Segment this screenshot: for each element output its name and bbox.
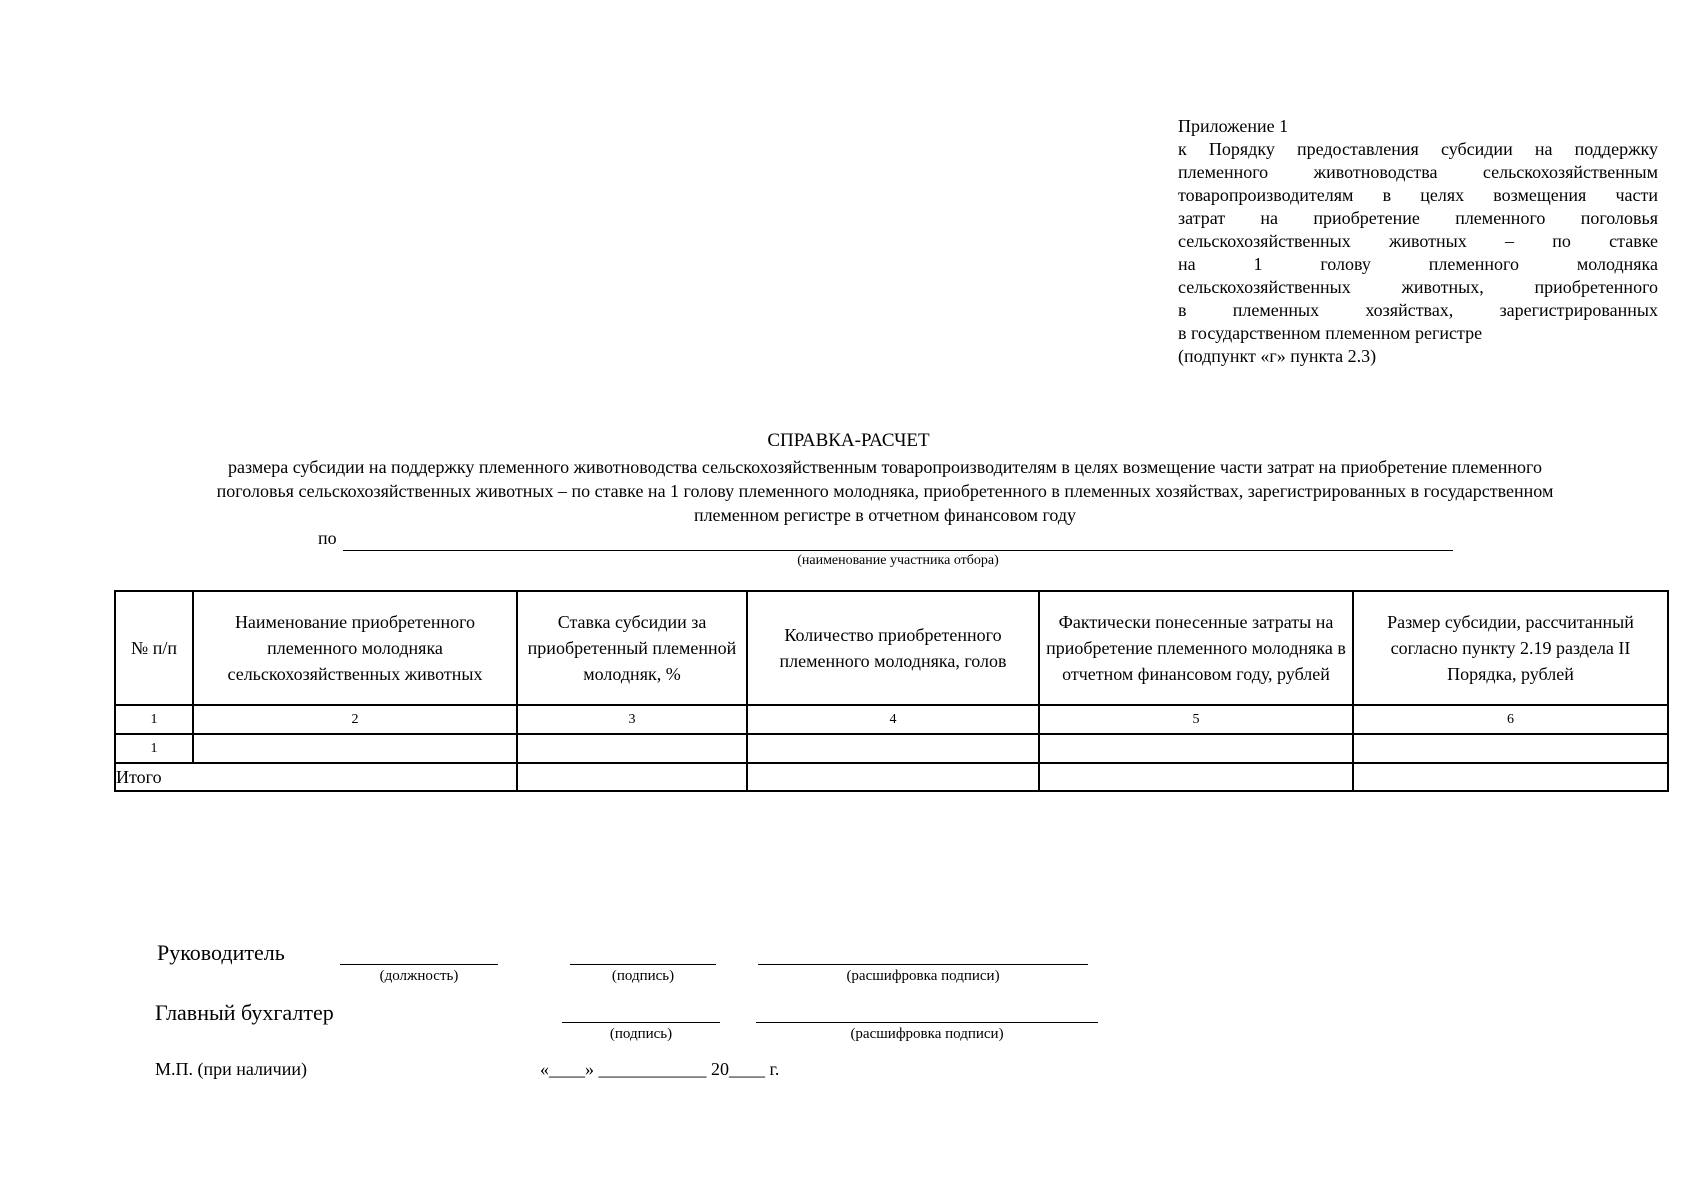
head-label: Руководитель <box>157 940 285 965</box>
appendix-line: в государственном племенном регистре <box>1178 323 1483 343</box>
subtitle-line: племенном регистре в отчетном финансовом году <box>693 505 1077 525</box>
head-position-field[interactable] <box>340 964 498 965</box>
total-cell[interactable] <box>1353 763 1668 791</box>
total-cell[interactable] <box>747 763 1039 791</box>
header-cell: Размер субсидии, рассчитанный согласно пункту 2.19 раздела II Порядка, рублей <box>1353 591 1668 705</box>
signature-caption: (подпись) <box>609 1026 673 1042</box>
participant-name-field[interactable] <box>343 550 1453 551</box>
total-label: Итого <box>115 763 517 791</box>
appendix-line: сельскохозяйственных животных – по ставке <box>1178 231 1658 251</box>
column-number: 3 <box>517 705 747 734</box>
po-label: по <box>318 528 337 548</box>
total-row <box>115 763 1668 791</box>
appendix-line: товаропроизводителям в целях возмещения части <box>1178 185 1658 205</box>
column-number: 5 <box>1039 705 1353 734</box>
appendix-line: в племенных хозяйствах, зарегистрированных <box>1178 300 1658 320</box>
subtitle-line: размера субсидии на поддержку племенного животноводства сельскохозяйственным товаропроизводителям в целях возмещение части затрат на приобретение племенного <box>228 457 1542 477</box>
table-cell[interactable] <box>1353 734 1668 763</box>
header-cell: Ставка субсидии за приобретенный племенной молодняк, % <box>517 591 747 705</box>
column-number: 6 <box>1353 705 1668 734</box>
participant-name-caption: (наименование участника отбора) <box>797 553 999 568</box>
column-number-row <box>115 705 1668 734</box>
appendix-line: к Порядку предоставления субсидии на поддержку <box>1178 139 1658 159</box>
table-row <box>115 734 1668 763</box>
column-number: 2 <box>193 705 517 734</box>
calculation-table <box>114 590 1669 792</box>
appendix-title: Приложение 1 <box>1178 116 1289 136</box>
head-signature-field[interactable] <box>570 964 716 965</box>
table-cell[interactable] <box>747 734 1039 763</box>
appendix-note: (подпункт «г» пункта 2.3) <box>1178 346 1377 366</box>
header-cell: № п/п <box>115 591 193 705</box>
total-cell[interactable] <box>517 763 747 791</box>
document-subtitle <box>120 455 1650 527</box>
column-number: 4 <box>747 705 1039 734</box>
position-caption: (должность) <box>379 968 459 984</box>
decode-caption: (расшифровка подписи) <box>846 968 1000 984</box>
accountant-decode-field[interactable] <box>756 1022 1098 1023</box>
accountant-signature-field[interactable] <box>562 1022 720 1023</box>
table-cell[interactable] <box>517 734 747 763</box>
appendix-line: затрат на приобретение племенного поголовья <box>1178 208 1658 228</box>
column-number: 1 <box>115 705 193 734</box>
total-cell[interactable] <box>1039 763 1353 791</box>
document-title: СПРАВКА-РАСЧЕТ <box>767 430 930 451</box>
table-cell: 1 <box>115 734 193 763</box>
stamp-label: М.П. (при наличии) <box>155 1059 307 1079</box>
appendix-line: на 1 голову племенного молодняка <box>1178 254 1658 274</box>
accountant-label: Главный бухгалтер <box>155 1000 334 1025</box>
table-header-row <box>115 591 1668 705</box>
head-decode-field[interactable] <box>758 964 1088 965</box>
signature-caption: (подпись) <box>611 968 675 984</box>
table-cell[interactable] <box>193 734 517 763</box>
appendix-block <box>1178 115 1658 368</box>
header-cell: Количество приобретенного племенного молодняка, голов <box>747 591 1039 705</box>
appendix-line: племенного животноводства сельскохозяйственным <box>1178 162 1658 182</box>
table-cell[interactable] <box>1039 734 1353 763</box>
decode-caption: (расшифровка подписи) <box>850 1026 1004 1042</box>
subtitle-line: поголовья сельскохозяйственных животных – по ставке на 1 голову племенного молодняка, приобретенного в племенных хозяйствах, зарегистрированных в государственном <box>216 481 1554 501</box>
appendix-line: сельскохозяйственных животных, приобретенного <box>1178 277 1658 297</box>
date-field[interactable]: «____» ____________ 20____ г. <box>540 1059 780 1079</box>
header-cell: Фактически понесенные затраты на приобретение племенного молодняка в отчетном финансовом году, рублей <box>1039 591 1353 705</box>
header-cell: Наименование приобретенного племенного молодняка сельскохозяйственных животных <box>193 591 517 705</box>
